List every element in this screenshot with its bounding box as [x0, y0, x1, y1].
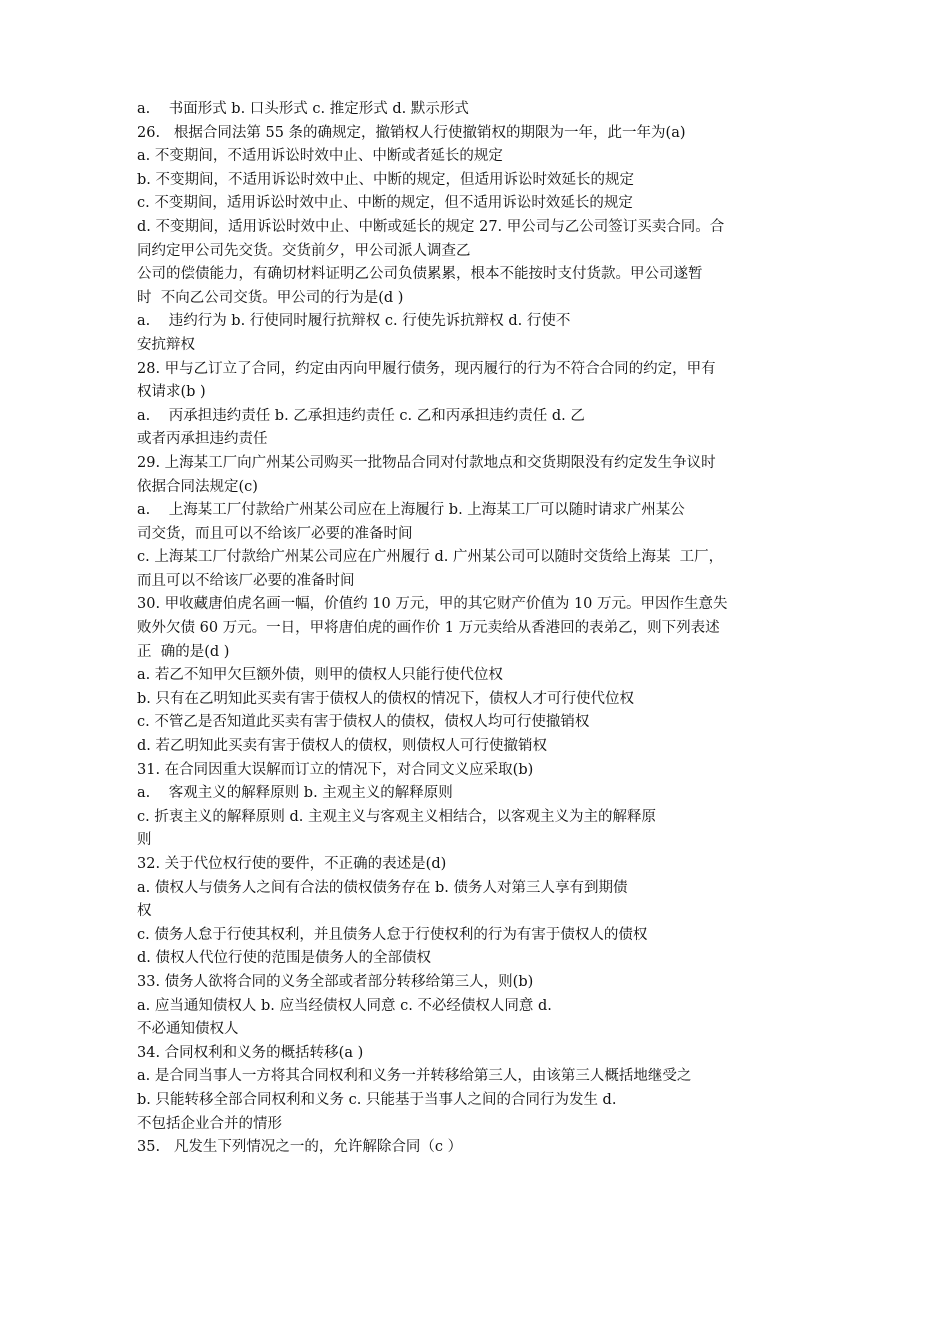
text-line: b. 只有在乙明知此买卖有害于债权人的债权的情况下，债权人才可行使代位权: [137, 690, 634, 707]
text-line: c. 债务人怠于行使其权利，并且债务人怠于行使权利的行为有害于债权人的债权: [137, 926, 648, 943]
text-line: 依据合同法规定(c): [137, 478, 258, 495]
text-line: a. 若乙不知甲欠巨额外债，则甲的债权人只能行使代位权: [137, 667, 503, 684]
question-35: 35. 凡发生下列情况之一的，允许解除合同（c ）: [137, 1139, 463, 1156]
text-line: 时 不向乙公司交货。甲公司的行为是(d ): [137, 289, 404, 306]
text-line: 公司的偿债能力，有确切材料证明乙公司负债累累，根本不能按时支付货款。甲公司遂暂: [137, 266, 703, 283]
text-line: c. 不管乙是否知道此买卖有害于债权人的债权，债权人均可行使撤销权: [137, 714, 590, 731]
text-line: b. 只能转移全部合同权利和义务 c. 只能基于当事人之间的合同行为发生 d.: [137, 1091, 617, 1108]
text-line: 则: [137, 832, 152, 849]
question-28: 28. 甲与乙订立了合同，约定由丙向甲履行债务，现丙履行的行为不符合合同的约定，甲有: [137, 360, 716, 377]
text-line: 不必通知债权人: [137, 1021, 239, 1038]
text-line: 正 确的是(d ): [137, 643, 230, 660]
text-line: a. 客观主义的解释原则 b. 主观主义的解释原则: [137, 785, 453, 802]
text-line: d. 若乙明知此买卖有害于债权人的债权，则债权人可行使撤销权: [137, 738, 547, 755]
text-line: a. 债权人与债务人之间有合法的债权债务存在 b. 债务人对第三人享有到期债: [137, 879, 628, 896]
text-line: 败外欠债 60 万元。一日，甲将唐伯虎的画作价 1 万元卖给从香港回的表弟乙，则下列表述: [137, 620, 720, 637]
text-line: 权请求(b ): [137, 384, 206, 401]
text-line: c. 不变期间，适用诉讼时效中止、中断的规定，但不适用诉讼时效延长的规定: [137, 195, 633, 212]
question-27: d. 不变期间，适用诉讼时效中止、中断或延长的规定 27. 甲公司与乙公司签订买卖合同。合: [137, 218, 725, 235]
text-line: a. 应当通知债权人 b. 应当经债权人同意 c. 不必经债权人同意 d.: [137, 997, 552, 1014]
text-line: b. 不变期间，不适用诉讼时效中止、中断的规定，但适用诉讼时效延长的规定: [137, 171, 634, 188]
question-30: 30. 甲收藏唐伯虎名画一幅，价值约 10 万元，甲的其它财产价值为 10 万元。甲因作生意失: [137, 596, 728, 613]
text-line: c. 上海某工厂付款给广州某公司应在广州履行 d. 广州某公司可以随时交货给上海某 工厂，: [137, 549, 724, 566]
text-line: 权: [137, 903, 152, 920]
text-line: 司交货，而且可以不给该厂必要的准备时间: [137, 525, 413, 542]
text-line: a. 上海某工厂付款给广州某公司应在上海履行 b. 上海某工厂可以随时请求广州某公: [137, 502, 685, 519]
question-34: 34. 合同权利和义务的概括转移(a ): [137, 1044, 364, 1061]
question-26: 26. 根据合同法第 55 条的确规定，撤销权人行使撤销权的期限为一年，此一年为(a): [137, 124, 686, 141]
text-line: a. 违约行为 b. 行使同时履行抗辩权 c. 行使先诉抗辩权 d. 行使不: [137, 313, 571, 330]
text-line: 或者丙承担违约责任: [137, 431, 268, 448]
text-line: a. 丙承担违约责任 b. 乙承担违约责任 c. 乙和丙承担违约责任 d. 乙: [137, 407, 585, 424]
text-line: 而且可以不给该厂必要的准备时间: [137, 572, 355, 589]
question-31: 31. 在合同因重大误解而订立的情况下，对合同文义应采取(b): [137, 761, 534, 778]
question-29: 29. 上海某工厂向广州某公司购买一批物品合同对付款地点和交货期限没有约定发生争议时: [137, 454, 716, 471]
text-line: c. 折衷主义的解释原则 d. 主观主义与客观主义相结合，以客观主义为主的解释原: [137, 808, 656, 825]
text-line: a. 书面形式 b. 口头形式 c. 推定形式 d. 默示形式: [137, 101, 469, 117]
text-line: a. 是合同当事人一方将其合同权利和义务一并转移给第三人，由该第三人概括地继受之: [137, 1068, 692, 1085]
text-line: d. 债权人代位行使的范围是债务人的全部债权: [137, 950, 431, 967]
question-33: 33. 债务人欲将合同的义务全部或者部分转移给第三人，则(b): [137, 973, 534, 990]
document-body: [137, 98, 827, 1160]
question-32: 32. 关于代位权行使的要件，不正确的表述是(d): [137, 856, 447, 872]
text-line: a. 不变期间，不适用诉讼时效中止、中断或者延长的规定: [137, 148, 503, 165]
text-line: 安抗辩权: [137, 336, 195, 353]
text-line: 不包括企业合并的情形: [137, 1115, 282, 1132]
text-line: 同约定甲公司先交货。交货前夕，甲公司派人调查乙: [137, 242, 471, 259]
